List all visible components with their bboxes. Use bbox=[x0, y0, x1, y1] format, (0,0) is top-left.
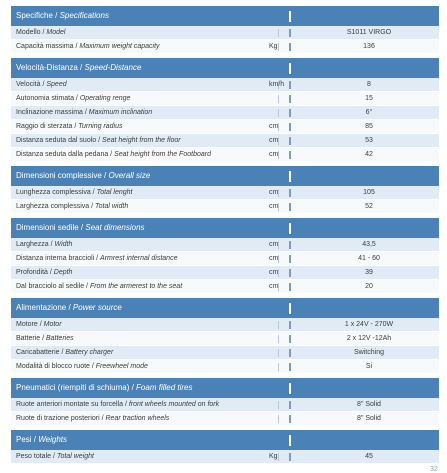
spec-row bbox=[11, 280, 439, 294]
row-unit: Kg bbox=[269, 43, 278, 50]
row-value: Switching bbox=[354, 349, 384, 356]
unit-separator bbox=[278, 29, 279, 37]
row-label-it: Distanza interna braccioli bbox=[16, 255, 95, 262]
section-header: Pneumatici (riempiti di schiuma) / Foam filled tires bbox=[11, 378, 439, 398]
row-label-en: Seat height from the floor bbox=[102, 137, 181, 144]
row-value: 41 - 60 bbox=[358, 255, 380, 262]
row-label: Capacità massima / Maximum weight capacity bbox=[16, 43, 160, 50]
section-title-it: Pneumatici (riempiti di schiuma) bbox=[16, 383, 130, 392]
row-label-it: Larghezza complessiva bbox=[16, 203, 90, 210]
row-label: Ruote di trazione posteriori / Rear traction wheels bbox=[16, 415, 170, 422]
section-title-it: Pesi bbox=[16, 435, 32, 444]
row-label-en: Model bbox=[46, 29, 66, 36]
row-divider-bar bbox=[289, 95, 291, 103]
row-divider-bar bbox=[289, 349, 291, 357]
section-divider-mark bbox=[289, 223, 291, 234]
row-value: 15 bbox=[365, 95, 373, 102]
row-label: Distanza seduta dalla pedana / Seat height from the Footboard bbox=[16, 151, 211, 158]
spec-row bbox=[11, 360, 439, 374]
row-label-it: Lunghezza complessiva bbox=[16, 189, 91, 196]
unit-separator bbox=[278, 453, 279, 461]
unit-separator bbox=[278, 321, 279, 329]
row-divider-bar bbox=[289, 401, 291, 409]
row-label-en: Maximum inclination bbox=[88, 109, 153, 116]
row-value: 105 bbox=[363, 189, 375, 196]
row-label: Batterie / Batteries bbox=[16, 335, 74, 342]
section-header: Alimentazione / Power source bbox=[11, 298, 439, 318]
spec-row bbox=[11, 332, 439, 346]
spec-row bbox=[11, 134, 439, 148]
row-value: 45 bbox=[365, 453, 373, 460]
row-label-it: Inclinazione massima bbox=[16, 109, 83, 116]
row-value: 85 bbox=[365, 123, 373, 130]
spec-row bbox=[11, 120, 439, 134]
section-title-en: Seat dimensions bbox=[85, 223, 145, 232]
row-value: 6° bbox=[365, 109, 373, 116]
row-unit: cm bbox=[269, 283, 279, 290]
spec-row bbox=[11, 398, 439, 412]
row-label-it: Autonomia stimata bbox=[16, 95, 74, 102]
row-label-en: Total lenght bbox=[96, 189, 133, 196]
row-label-it: Profondità bbox=[16, 269, 48, 276]
row-label-it: Capacità massima bbox=[16, 43, 74, 50]
row-divider-bar bbox=[289, 335, 291, 343]
row-value: 136 bbox=[363, 43, 375, 50]
row-divider-bar bbox=[289, 81, 291, 89]
row-label-it: Raggio di sterzata bbox=[16, 123, 73, 130]
row-label: Dal bracciolo al sedile / From the armerest to the seat bbox=[16, 283, 183, 290]
row-divider-bar bbox=[289, 255, 291, 263]
section-header: Pesi / Weights bbox=[11, 430, 439, 450]
row-unit: cm bbox=[269, 269, 279, 276]
row-label-en: Operating renge bbox=[79, 95, 131, 102]
spec-row bbox=[11, 78, 439, 92]
row-value: 42 bbox=[365, 151, 373, 158]
section-divider-mark bbox=[289, 303, 291, 314]
spec-row bbox=[11, 92, 439, 106]
row-value: 1 x 24V - 270W bbox=[344, 321, 394, 328]
row-unit: cm bbox=[269, 189, 279, 196]
section-title-en: Foam filled tires bbox=[136, 383, 193, 392]
row-divider-bar bbox=[289, 415, 291, 423]
row-label: Larghezza / Width bbox=[16, 241, 73, 248]
row-unit: Kg bbox=[269, 453, 278, 460]
spec-row bbox=[11, 252, 439, 266]
section-title-it: Specifiche bbox=[16, 11, 53, 20]
spec-row bbox=[11, 106, 439, 120]
row-label-it: Larghezza bbox=[16, 241, 49, 248]
row-label: Distanza seduta dal suolo / Seat height from the floor bbox=[16, 137, 181, 144]
spec-row bbox=[11, 26, 439, 40]
row-label-en: Depth bbox=[53, 269, 73, 276]
row-divider-bar bbox=[289, 203, 291, 211]
row-divider-bar bbox=[289, 137, 291, 145]
row-label-en: Freewheel mode bbox=[95, 363, 148, 370]
row-divider-bar bbox=[289, 453, 291, 461]
row-unit: cm bbox=[269, 203, 279, 210]
row-unit: cm bbox=[269, 241, 279, 248]
row-label: Modello / Model bbox=[16, 29, 66, 36]
row-value: Si bbox=[365, 363, 373, 370]
section-title-it: Alimentazione bbox=[16, 303, 67, 312]
row-divider-bar bbox=[289, 321, 291, 329]
page-number: 32 bbox=[430, 466, 438, 473]
unit-separator bbox=[278, 363, 279, 371]
row-label: Peso totale / Total weight bbox=[16, 453, 94, 460]
row-value: S1011 VIRGO bbox=[346, 29, 392, 36]
row-divider-bar bbox=[289, 43, 291, 51]
section-header: Velocità-Distanza / Speed-Distance bbox=[11, 58, 439, 78]
row-label-it: Batterie bbox=[16, 335, 41, 342]
row-label: Modalità di blocco ruote / Freewheel mode bbox=[16, 363, 148, 370]
row-label-en: Battery charger bbox=[65, 349, 114, 356]
section-title-en: Overall size bbox=[108, 171, 151, 180]
section-header: Specifiche / Specifications bbox=[11, 6, 439, 26]
row-label-en: Speed bbox=[46, 81, 67, 88]
row-label-en: From the armerest to the seat bbox=[89, 283, 183, 290]
row-label-it: Motore bbox=[16, 321, 38, 328]
row-label-it: Distanza seduta dal suolo bbox=[16, 137, 97, 144]
row-label-en: Batteries bbox=[45, 335, 74, 342]
spec-row bbox=[11, 412, 439, 426]
spec-row bbox=[11, 450, 439, 464]
row-label-en: Total width bbox=[95, 203, 129, 210]
row-label-en: Turning radius bbox=[78, 123, 123, 130]
section-header: Dimensioni sedile / Seat dimensions bbox=[11, 218, 439, 238]
row-value: 8 bbox=[367, 81, 371, 88]
spec-row bbox=[11, 200, 439, 214]
row-label: Inclinazione massima / Maximum inclination bbox=[16, 109, 153, 116]
unit-separator bbox=[278, 109, 279, 117]
spec-row bbox=[11, 346, 439, 360]
row-label: Ruote anteriori montate su forcella / front wheels mounted on fork bbox=[16, 401, 220, 408]
row-value: 8" Solid bbox=[357, 415, 381, 422]
row-label: Larghezza complessiva / Total width bbox=[16, 203, 129, 210]
row-label: Lunghezza complessiva / Total lenght bbox=[16, 189, 133, 196]
spec-row bbox=[11, 318, 439, 332]
section-title-it: Velocità-Distanza bbox=[16, 63, 78, 72]
unit-separator bbox=[278, 415, 279, 423]
row-label-en: Total weight bbox=[56, 453, 94, 460]
row-label-en: front wheels mounted on fork bbox=[128, 401, 220, 408]
spec-row bbox=[11, 238, 439, 252]
row-divider-bar bbox=[289, 29, 291, 37]
row-value: 8" Solid bbox=[357, 401, 381, 408]
unit-separator bbox=[278, 401, 279, 409]
row-value: 53 bbox=[365, 137, 373, 144]
row-unit: cm bbox=[269, 151, 279, 158]
row-divider-bar bbox=[289, 123, 291, 131]
row-value: 43,5 bbox=[362, 241, 376, 248]
unit-separator bbox=[278, 43, 279, 51]
row-label: Profondità / Depth bbox=[16, 269, 73, 276]
row-unit: km/h bbox=[269, 81, 285, 88]
spec-row bbox=[11, 186, 439, 200]
unit-separator bbox=[278, 95, 279, 103]
row-unit: cm bbox=[269, 137, 279, 144]
section-divider-mark bbox=[289, 383, 291, 394]
row-label: Autonomia stimata / Operating renge bbox=[16, 95, 131, 102]
row-divider-bar bbox=[289, 151, 291, 159]
row-label: Motore / Motor bbox=[16, 321, 62, 328]
section-title-it: Dimensioni sedile bbox=[16, 223, 79, 232]
row-value: 20 bbox=[365, 283, 373, 290]
row-value: 39 bbox=[365, 269, 373, 276]
row-divider-bar bbox=[289, 109, 291, 117]
row-label: Distanza interna braccioli / Armrest internal distance bbox=[16, 255, 178, 262]
row-label-it: Modalità di blocco ruote bbox=[16, 363, 90, 370]
row-label-it: Ruote di trazione posteriori bbox=[16, 415, 100, 422]
row-label-it: Dal bracciolo al sedile bbox=[16, 283, 85, 290]
section-title-en: Power source bbox=[72, 303, 122, 312]
row-label-en: Maximum weight capacity bbox=[79, 43, 160, 50]
row-label-it: Velocità bbox=[16, 81, 41, 88]
spec-row bbox=[11, 266, 439, 280]
row-label-it: Caricabatterie bbox=[16, 349, 60, 356]
section-title-it: Dimensioni complessive bbox=[16, 171, 102, 180]
row-divider-bar bbox=[289, 241, 291, 249]
section-divider-mark bbox=[289, 11, 291, 22]
section-divider-mark bbox=[289, 435, 291, 446]
row-label: Raggio di sterzata / Turning radius bbox=[16, 123, 123, 130]
section-divider-mark bbox=[289, 63, 291, 74]
row-unit: cm bbox=[269, 123, 279, 130]
row-label-en: Width bbox=[54, 241, 73, 248]
row-divider-bar bbox=[289, 283, 291, 291]
section-title-en: Speed-Distance bbox=[84, 63, 142, 72]
row-label-en: Seat height from the Footboard bbox=[114, 151, 211, 158]
row-label: Caricabatterie / Battery charger bbox=[16, 349, 114, 356]
row-label-it: Ruote anteriori montate su forcella bbox=[16, 401, 123, 408]
row-divider-bar bbox=[289, 269, 291, 277]
unit-separator bbox=[278, 335, 279, 343]
section-divider-mark bbox=[289, 171, 291, 182]
spec-table bbox=[11, 6, 439, 464]
section-title-en: Specifications bbox=[59, 11, 109, 20]
row-label-en: Motor bbox=[43, 321, 62, 328]
row-unit: cm bbox=[269, 255, 279, 262]
row-label-en: Armrest internal distance bbox=[100, 255, 178, 262]
row-divider-bar bbox=[289, 363, 291, 371]
row-label-it: Distanza seduta dalla pedana bbox=[16, 151, 109, 158]
row-label: Velocità / Speed bbox=[16, 81, 67, 88]
row-value: 52 bbox=[365, 203, 373, 210]
section-header: Dimensioni complessive / Overall size bbox=[11, 166, 439, 186]
section-title-en: Weights bbox=[38, 435, 67, 444]
spec-row bbox=[11, 40, 439, 54]
unit-separator bbox=[278, 349, 279, 357]
row-divider-bar bbox=[289, 189, 291, 197]
row-label-en: Rear traction wheels bbox=[105, 415, 170, 422]
spec-row bbox=[11, 148, 439, 162]
row-value: 2 x 12V -12Ah bbox=[346, 335, 392, 342]
row-label-it: Modello bbox=[16, 29, 41, 36]
row-label-it: Peso totale bbox=[16, 453, 52, 460]
